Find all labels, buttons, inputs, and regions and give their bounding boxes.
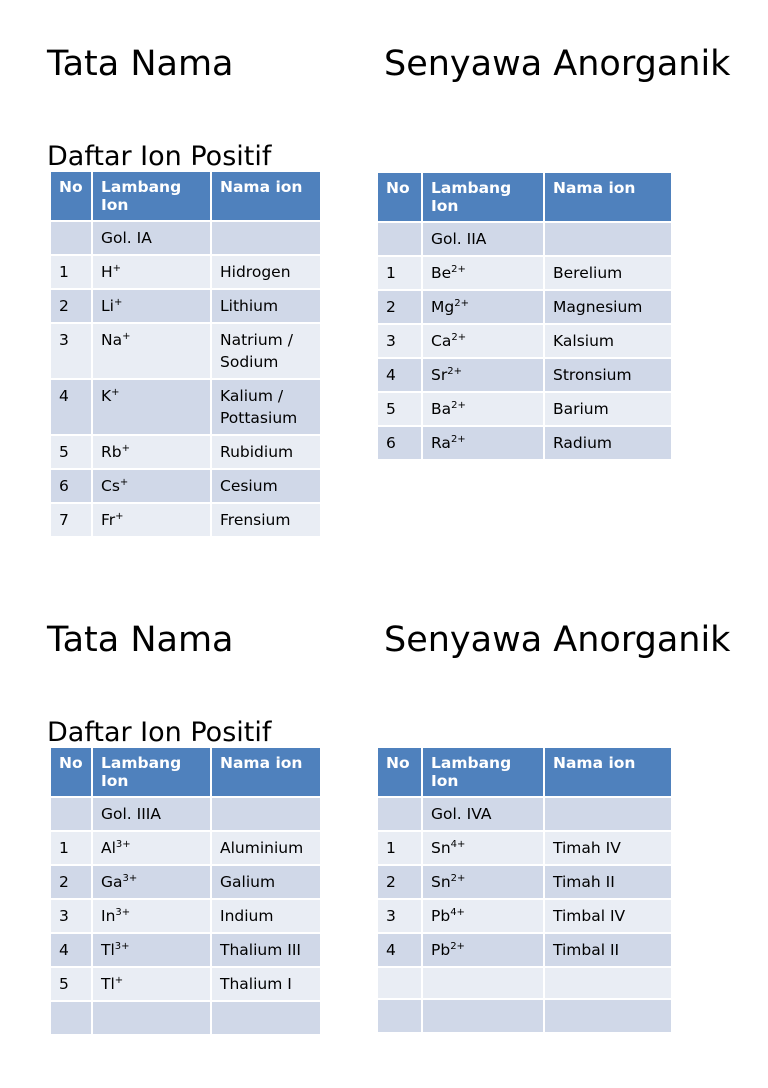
cell-nama-ion	[545, 1000, 671, 1032]
cell-no: 2	[51, 866, 93, 900]
ion-charge: +	[113, 297, 123, 308]
cell-nama-ion: Berelium	[545, 257, 671, 291]
cell-no	[51, 798, 93, 832]
cell-lambang-ion	[93, 470, 212, 504]
table-row	[51, 968, 320, 1002]
ion-charge: 3+	[115, 839, 131, 850]
slide-title-left: Tata Nama	[47, 620, 234, 660]
ion-symbol: H	[101, 263, 113, 281]
header-nama-ion: Nama ion	[545, 748, 671, 798]
cell-nama-ion	[212, 1002, 320, 1034]
group-row	[378, 223, 671, 257]
ion-symbol: Ca	[431, 332, 452, 350]
header-no: No	[378, 748, 423, 798]
cell-lambang-ion	[423, 427, 545, 459]
table-row	[378, 291, 671, 325]
cell-no	[378, 223, 423, 257]
ion-charge: +	[119, 477, 129, 488]
header-nama-ion: Nama ion	[545, 173, 671, 223]
ion-symbol: K	[101, 387, 112, 405]
ion-symbol: Ba	[431, 400, 452, 418]
cell-lambang-ion	[423, 291, 545, 325]
cell-no	[378, 968, 423, 1000]
cell-no: 3	[51, 900, 93, 934]
cell-nama-ion: Kalium / Pottasium	[212, 380, 320, 436]
slide-subtitle: Daftar Ion Positif	[47, 141, 272, 172]
cell-nama-ion: Aluminium	[212, 832, 320, 866]
table-row	[378, 427, 671, 459]
cell-no: 3	[378, 900, 423, 934]
group-label: Gol. IA	[93, 222, 212, 256]
table-row	[378, 866, 671, 900]
ion-charge: +	[111, 387, 120, 398]
group-label: Gol. IIA	[423, 223, 545, 257]
cell-no	[378, 798, 423, 832]
slide-title-right: Senyawa Anorganik	[384, 44, 731, 84]
ion-charge: +	[115, 511, 124, 522]
ion-charge: 2+	[451, 332, 467, 343]
cell-lambang-ion	[423, 359, 545, 393]
ion-symbol: Tl	[101, 975, 115, 993]
slide-title-left: Tata Nama	[47, 44, 234, 84]
ion-symbol: Sr	[431, 366, 448, 384]
cell-nama-ion: Cesium	[212, 470, 320, 504]
cell-nama-ion: Timah II	[545, 866, 671, 900]
header-lambang-ion: Lambang Ion	[423, 173, 545, 223]
ion-charge: 2+	[447, 366, 462, 377]
cell-no	[51, 222, 93, 256]
ion-symbol: Sn	[431, 873, 451, 891]
group-label: Gol. IVA	[423, 798, 545, 832]
cell-lambang-ion	[423, 832, 545, 866]
ion-table-gol-iva	[378, 748, 671, 1032]
ion-charge: 4+	[450, 907, 465, 918]
cell-lambang-ion	[423, 325, 545, 359]
cell-no: 1	[378, 832, 423, 866]
cell-no: 3	[51, 324, 93, 380]
cell-lambang-ion	[93, 256, 212, 290]
header-lambang-ion: Lambang Ion	[93, 748, 212, 798]
ion-charge: 3+	[114, 941, 130, 952]
cell-nama-ion	[545, 968, 671, 1000]
ion-symbol: Fr	[101, 511, 116, 529]
ion-charge: 2+	[450, 873, 466, 884]
table-row	[51, 324, 320, 380]
table-row	[51, 380, 320, 436]
cell-no: 2	[51, 290, 93, 324]
slide-2	[0, 576, 768, 1088]
cell-nama-ion: Indium	[212, 900, 320, 934]
ion-symbol: Al	[101, 839, 116, 857]
cell-no	[378, 1000, 423, 1032]
header-no: No	[378, 173, 423, 223]
cell-nama-ion: Timah IV	[545, 832, 671, 866]
table-row	[51, 934, 320, 968]
header-no: No	[51, 748, 93, 798]
cell-lambang-ion	[423, 257, 545, 291]
cell-no: 1	[51, 256, 93, 290]
ion-symbol: Pb	[431, 907, 451, 925]
table-row	[51, 1002, 320, 1034]
ion-symbol: Na	[101, 331, 123, 349]
table-row	[378, 832, 671, 866]
table-row	[51, 290, 320, 324]
ion-charge: 2+	[454, 298, 469, 309]
ion-symbol: Ga	[101, 873, 123, 891]
cell-no: 5	[51, 436, 93, 470]
table-row	[51, 470, 320, 504]
ion-symbol: Tl	[101, 941, 115, 959]
cell-lambang-ion	[93, 380, 212, 436]
cell-lambang-ion	[93, 504, 212, 536]
ion-symbol: Rb	[101, 443, 122, 461]
ion-table-gol-iia	[378, 173, 671, 459]
ion-symbol: Be	[431, 264, 452, 282]
table-row	[378, 325, 671, 359]
cell-lambang-ion	[423, 900, 545, 934]
cell-no	[51, 1002, 93, 1034]
table-row	[51, 504, 320, 536]
cell-nama-ion: Galium	[212, 866, 320, 900]
cell-lambang-ion	[93, 324, 212, 380]
ion-symbol: Pb	[431, 941, 451, 959]
cell-no: 4	[378, 359, 423, 393]
cell-no: 1	[378, 257, 423, 291]
ion-charge: 2+	[450, 941, 465, 952]
group-row	[378, 798, 671, 832]
table-row	[378, 393, 671, 427]
header-row	[378, 173, 671, 223]
ion-charge: +	[112, 263, 122, 274]
cell-nama	[212, 798, 320, 832]
cell-lambang-ion	[93, 866, 212, 900]
ion-table-gol-iiia	[51, 748, 320, 1034]
header-row	[51, 748, 320, 798]
cell-nama-ion: Thalium I	[212, 968, 320, 1002]
group-label: Gol. IIIA	[93, 798, 212, 832]
cell-no: 3	[378, 325, 423, 359]
cell-lambang-ion	[93, 900, 212, 934]
cell-nama-ion: Hidrogen	[212, 256, 320, 290]
header-lambang-ion: Lambang Ion	[93, 172, 212, 222]
header-row	[51, 172, 320, 222]
header-nama-ion: Nama ion	[212, 172, 320, 222]
cell-nama-ion: Timbal IV	[545, 900, 671, 934]
cell-no: 5	[378, 393, 423, 427]
cell-nama	[545, 798, 671, 832]
cell-lambang-ion	[423, 866, 545, 900]
cell-lambang-ion	[423, 393, 545, 427]
cell-no: 4	[51, 934, 93, 968]
header-row	[378, 748, 671, 798]
cell-no: 6	[378, 427, 423, 459]
ion-charge: 3+	[115, 907, 131, 918]
cell-nama-ion: Barium	[545, 393, 671, 427]
cell-nama-ion: Rubidium	[212, 436, 320, 470]
cell-nama-ion: Lithium	[212, 290, 320, 324]
ion-symbol: In	[101, 907, 116, 925]
cell-lambang-ion	[93, 832, 212, 866]
cell-lambang-ion	[93, 290, 212, 324]
ion-charge: 2+	[451, 400, 466, 411]
ion-charge: 3+	[122, 873, 138, 884]
slide-1	[0, 0, 768, 529]
cell-nama	[545, 223, 671, 257]
table-row	[378, 900, 671, 934]
cell-nama-ion: Radium	[545, 427, 671, 459]
ion-charge: +	[114, 975, 124, 986]
cell-nama-ion: Thalium III	[212, 934, 320, 968]
ion-table-gol-ia	[51, 172, 320, 536]
ion-symbol: Cs	[101, 477, 120, 495]
cell-nama-ion: Timbal II	[545, 934, 671, 968]
header-no: No	[51, 172, 93, 222]
slide-title-right: Senyawa Anorganik	[384, 620, 731, 660]
ion-charge: 2+	[450, 434, 466, 445]
cell-lambang-ion	[93, 934, 212, 968]
cell-no: 4	[378, 934, 423, 968]
table-row	[378, 1000, 671, 1032]
cell-no: 4	[51, 380, 93, 436]
ion-charge: +	[122, 331, 131, 342]
ion-symbol: Li	[101, 297, 114, 315]
header-lambang-ion: Lambang Ion	[423, 748, 545, 798]
cell-nama-ion: Frensium	[212, 504, 320, 536]
cell-no: 2	[378, 866, 423, 900]
table-row	[378, 968, 671, 1000]
table-row	[51, 900, 320, 934]
table-row	[51, 436, 320, 470]
cell-nama-ion: Stronsium	[545, 359, 671, 393]
group-row	[51, 798, 320, 832]
cell-no: 5	[51, 968, 93, 1002]
ion-charge: +	[121, 443, 130, 454]
cell-no: 6	[51, 470, 93, 504]
ion-charge: 4+	[450, 839, 466, 850]
cell-lambang-ion	[93, 436, 212, 470]
ion-symbol: Ra	[431, 434, 451, 452]
cell-no: 1	[51, 832, 93, 866]
table-row	[378, 934, 671, 968]
cell-no: 7	[51, 504, 93, 536]
cell-nama	[212, 222, 320, 256]
ion-symbol: Sn	[431, 839, 451, 857]
cell-nama-ion: Magnesium	[545, 291, 671, 325]
table-row	[51, 256, 320, 290]
cell-nama-ion: Kalsium	[545, 325, 671, 359]
cell-lambang-ion	[423, 934, 545, 968]
slide-subtitle: Daftar Ion Positif	[47, 717, 272, 748]
header-nama-ion: Nama ion	[212, 748, 320, 798]
table-row	[378, 257, 671, 291]
group-row	[51, 222, 320, 256]
table-row	[51, 832, 320, 866]
cell-no: 2	[378, 291, 423, 325]
table-row	[378, 359, 671, 393]
cell-lambang-ion	[423, 1000, 545, 1032]
cell-lambang-ion	[423, 968, 545, 1000]
cell-nama-ion: Natrium / Sodium	[212, 324, 320, 380]
table-row	[51, 866, 320, 900]
cell-lambang-ion	[93, 968, 212, 1002]
cell-lambang-ion	[93, 1002, 212, 1034]
ion-charge: 2+	[451, 264, 466, 275]
ion-symbol: Mg	[431, 298, 455, 316]
